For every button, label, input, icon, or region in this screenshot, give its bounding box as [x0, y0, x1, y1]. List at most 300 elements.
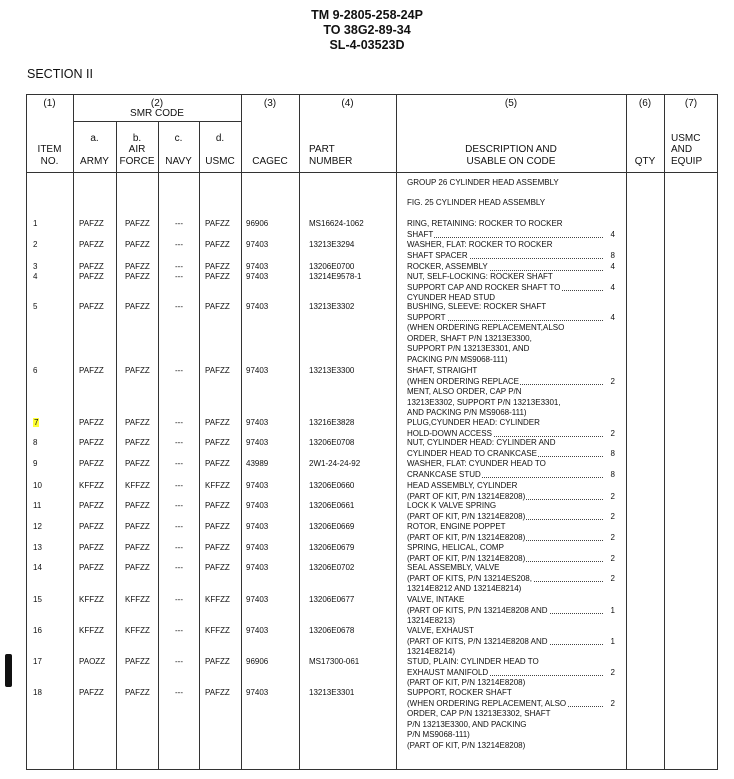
item-no-value: 1 — [33, 219, 38, 228]
col-a-label: a. — [90, 133, 99, 144]
smr-usmc: PAFZZ — [205, 272, 230, 281]
part-number: 13213E3302 — [309, 302, 355, 311]
smr-airforce: PAFZZ — [125, 688, 150, 697]
qty-value: 8 — [610, 250, 615, 260]
item-no-value: 15 — [33, 595, 42, 604]
description-text: BUSHING, SLEEVE: ROCKER SHAFT — [407, 302, 547, 311]
smr-navy: --- — [175, 366, 183, 375]
smr-usmc: KFFZZ — [205, 626, 230, 635]
part-number: 13206E0708 — [309, 438, 355, 447]
description-text: NUT, CYLINDER HEAD: CYLINDER AND — [407, 438, 556, 447]
description-line — [407, 408, 615, 419]
section-title: SECTION II — [27, 67, 93, 81]
part-number: 13213E3294 — [309, 240, 355, 249]
qty-value: 1 — [610, 636, 615, 646]
description-line — [407, 616, 615, 627]
part-number: 13216E3828 — [309, 418, 355, 427]
description — [407, 688, 615, 751]
description-text: (PART OF KITS, P/N 13214E8208 AND — [407, 636, 548, 646]
description-text: 13214E8214) — [407, 647, 456, 656]
qty-value: 4 — [610, 262, 615, 271]
description-text: SHAFT SPACER — [407, 250, 468, 260]
item-no-value: 8 — [33, 438, 38, 447]
description-text: (WHEN ORDERING REPLACE — [407, 376, 520, 386]
col-divider — [241, 94, 242, 770]
smr-usmc: PAFZZ — [205, 240, 230, 249]
description — [407, 481, 615, 502]
description-line — [407, 355, 615, 366]
qty-value: 2 — [610, 428, 615, 438]
col-part-label: PART — [309, 144, 335, 155]
item-no-value: 18 — [33, 688, 42, 697]
smr-usmc: PAFZZ — [205, 563, 230, 572]
description-text: P/N MS9068-111) — [407, 730, 470, 739]
qty-value: 4 — [610, 282, 615, 292]
description-line — [407, 459, 615, 470]
smr-airforce: PAFZZ — [125, 262, 150, 271]
description-line — [407, 251, 615, 262]
col-part-label: NUMBER — [309, 155, 353, 167]
description-line — [407, 688, 615, 699]
qty-value: 2 — [610, 376, 615, 386]
item-no — [33, 563, 42, 574]
description-text: PLUG,CYUNDER HEAD: CYLINDER — [407, 418, 540, 427]
smr-usmc: KFFZZ — [205, 595, 230, 604]
col-army-label: ARMY — [80, 155, 109, 167]
description-line — [407, 606, 615, 617]
description-text: SUPPORT CAP AND ROCKER SHAFT TO — [407, 282, 561, 292]
description-line — [407, 302, 615, 313]
smr-army: PAFZZ — [79, 418, 104, 427]
qty-value: 2 — [610, 491, 615, 501]
col-num-3: (3) — [263, 98, 277, 109]
part-number: 13206E0679 — [309, 543, 355, 552]
col-c-label: c. — [174, 133, 183, 144]
description — [407, 418, 615, 439]
col-cagec-label: CAGEC — [252, 155, 288, 167]
description-text: SUPPORT — [407, 312, 446, 322]
description — [407, 366, 615, 419]
smr-subheader-rule — [73, 121, 241, 122]
col-b-label: b. — [132, 133, 142, 144]
description-line — [407, 512, 615, 523]
description-text: LOCK K VALVE SPRING — [407, 501, 497, 510]
description-text: RING, RETAINING: ROCKER TO ROCKER — [407, 219, 563, 228]
col-equip-label: USMC — [671, 132, 701, 144]
description-text: PACKING P/N MS9068-111) — [407, 354, 508, 364]
description-line — [407, 584, 615, 595]
description — [407, 240, 615, 261]
item-no-value: 2 — [33, 240, 38, 249]
description-line — [407, 668, 615, 679]
col-desc-label: USABLE ON CODE — [466, 155, 556, 167]
description-line — [407, 240, 615, 251]
col-item-label: NO. — [40, 155, 59, 167]
smr-army: PAFZZ — [79, 459, 104, 468]
description-text: STUD, PLAIN: CYLINDER HEAD TO — [407, 657, 539, 666]
cagec: 97403 — [246, 501, 269, 510]
smr-airforce: PAFZZ — [125, 418, 150, 427]
doc-header-line2: TO 38G2-89-34 — [323, 23, 411, 37]
smr-army: PAFZZ — [79, 219, 104, 228]
item-no-value: 6 — [33, 366, 38, 375]
cagec: 97403 — [246, 522, 269, 531]
item-no — [33, 219, 37, 230]
description-line — [407, 262, 615, 273]
col-equip-label: AND — [671, 144, 693, 155]
smr-army: PAFZZ — [79, 240, 104, 249]
description-text: HEAD ASSEMBLY, CYLINDER — [407, 481, 518, 490]
col-equip-label: EQUIP — [671, 155, 703, 167]
description-line — [407, 501, 615, 512]
description-text: SPRING, HELICAL, COMP — [407, 543, 504, 552]
qty-value: 1 — [610, 605, 615, 615]
description-line — [407, 418, 615, 429]
smr-airforce: PAFZZ — [125, 543, 150, 552]
description-text: ORDER, CAP P/N 13213E3302, SHAFT — [407, 709, 551, 718]
description-text: CYLINDER HEAD TO CRANKCASE — [407, 448, 537, 458]
smr-airforce: PAFZZ — [125, 438, 150, 447]
smr-army: PAFZZ — [79, 543, 104, 552]
qty-value: 2 — [610, 573, 615, 583]
description-text: SHAFT, STRAIGHT — [407, 366, 478, 375]
cagec: 97403 — [246, 240, 269, 249]
description-text: SUPPORT, ROCKER SHAFT — [407, 688, 512, 697]
description-line — [407, 398, 615, 409]
col-desc-label: DESCRIPTION AND — [465, 144, 557, 155]
part-number: MS16624-1062 — [309, 219, 364, 228]
smr-army: PAOZZ — [79, 657, 106, 666]
item-no-value: 4 — [33, 272, 38, 281]
description-text: CYUNDER HEAD STUD — [407, 293, 496, 302]
smr-airforce: PAFZZ — [125, 366, 150, 375]
smr-navy: --- — [175, 262, 183, 271]
cagec: 97403 — [246, 438, 269, 447]
part-number: 13206E0669 — [309, 522, 355, 531]
description-line — [407, 637, 615, 648]
item-no-value: 14 — [33, 563, 42, 572]
qty-value: 2 — [610, 532, 615, 542]
smr-navy: --- — [175, 543, 183, 552]
description-text: SEAL ASSEMBLY, VALVE — [407, 563, 500, 572]
item-no — [33, 481, 42, 492]
description-text: (PART OF KIT, P/N 13214E8208) — [407, 740, 526, 750]
description-text: AND PACKING P/N MS9068-111) — [407, 408, 527, 417]
qty-value: 2 — [610, 511, 615, 521]
smr-airforce: PAFZZ — [125, 563, 150, 572]
smr-navy: --- — [175, 626, 183, 635]
doc-header-line3: SL-4-03523D — [329, 38, 405, 52]
smr-army: PAFZZ — [79, 272, 104, 281]
smr-navy: --- — [175, 657, 183, 666]
item-no-value: 7 — [34, 418, 39, 427]
description-line — [407, 377, 615, 388]
smr-army: KFFZZ — [79, 626, 104, 635]
col-num-5: (5) — [504, 98, 518, 109]
smr-army: KFFZZ — [79, 595, 104, 604]
description-text: EXHAUST MANIFOLD — [407, 667, 489, 677]
description-text: HOLD-DOWN ACCESS — [407, 428, 492, 438]
item-no — [33, 688, 42, 699]
description-line — [407, 574, 615, 585]
description-text: (PART OF KIT, P/N 13214E8208) — [407, 511, 526, 521]
qty-value: 2 — [610, 553, 615, 563]
item-no-value: 10 — [33, 481, 42, 490]
smr-usmc: PAFZZ — [205, 302, 230, 311]
smr-army: PAFZZ — [79, 366, 104, 375]
description-text: (PART OF KIT, P/N 13214E8208) — [407, 678, 526, 687]
description — [407, 626, 615, 658]
description-line — [407, 334, 615, 345]
smr-navy: --- — [175, 302, 183, 311]
smr-airforce: KFFZZ — [125, 595, 150, 604]
col-divider — [299, 94, 300, 770]
qty-value: 4 — [610, 312, 615, 322]
cagec: 97403 — [246, 366, 269, 375]
cagec: 96906 — [246, 219, 269, 228]
smr-navy: --- — [175, 240, 183, 249]
smr-airforce: PAFZZ — [125, 302, 150, 311]
smr-usmc: PAFZZ — [205, 262, 230, 271]
description-line — [407, 709, 615, 720]
smr-navy: --- — [175, 272, 183, 281]
part-number: 13206E0677 — [309, 595, 355, 604]
description-line — [407, 313, 615, 324]
item-no-value: 5 — [33, 302, 38, 311]
item-no — [33, 543, 42, 554]
col-divider — [158, 121, 159, 770]
description — [407, 219, 615, 240]
col-airforce-label: AIR — [128, 144, 146, 155]
col-item-label: ITEM — [37, 144, 62, 155]
item-no-value: 13 — [33, 543, 42, 552]
smr-usmc: PAFZZ — [205, 219, 230, 228]
description-line — [407, 647, 615, 658]
description-line — [407, 699, 615, 710]
smr-army: PAFZZ — [79, 262, 104, 271]
item-no-value: 12 — [33, 522, 42, 531]
cagec: 97403 — [246, 302, 269, 311]
part-number: 13206E0661 — [309, 501, 355, 510]
description-text: MENT, ALSO ORDER, CAP P/N — [407, 387, 522, 396]
col-num-1: (1) — [43, 98, 56, 109]
description-line — [407, 219, 615, 230]
smr-usmc: PAFZZ — [205, 688, 230, 697]
description-line — [407, 595, 615, 606]
description-text: P/N 13213E3300, AND PACKING — [407, 719, 527, 729]
description-text: SUPPORT P/N 13213E3301, AND — [407, 344, 530, 353]
col-usmc-label: USMC — [205, 155, 235, 167]
qty-value: 2 — [610, 698, 615, 708]
item-no — [33, 459, 37, 470]
description-line — [407, 470, 615, 481]
description — [407, 595, 615, 627]
description-line — [407, 366, 615, 377]
item-no — [33, 522, 42, 533]
smr-navy: --- — [175, 438, 183, 447]
description-line — [407, 283, 615, 294]
description — [407, 262, 615, 273]
description — [407, 543, 615, 564]
description-line — [407, 626, 615, 637]
qty-value: 4 — [610, 229, 615, 239]
description-text: 13214E8212 AND 13214E8214) — [407, 584, 522, 593]
cagec: 97403 — [246, 272, 269, 281]
description — [407, 563, 615, 595]
cagec: 97403 — [246, 543, 269, 552]
col-d-label: d. — [215, 133, 225, 144]
part-number: 2W1-24-24-92 — [309, 459, 361, 468]
description-text: (PART OF KIT, P/N 13214E8208) — [407, 491, 526, 501]
description-line — [407, 678, 615, 689]
description-line — [407, 522, 615, 533]
smr-navy: --- — [175, 563, 183, 572]
col-smr-code: SMR CODE — [130, 108, 184, 119]
part-number: 13206E0700 — [309, 262, 355, 271]
description-line — [407, 344, 615, 355]
col-divider — [396, 94, 397, 770]
description-text: (PART OF KIT, P/N 13214E8208) — [407, 532, 526, 542]
smr-airforce: PAFZZ — [125, 240, 150, 249]
col-navy-label: NAVY — [165, 155, 192, 167]
smr-airforce: PAFZZ — [125, 501, 150, 510]
smr-army: PAFZZ — [79, 302, 104, 311]
smr-usmc: PAFZZ — [205, 366, 230, 375]
item-no — [33, 272, 37, 283]
smr-army: PAFZZ — [79, 438, 104, 447]
smr-airforce: PAFZZ — [125, 272, 150, 281]
col-divider — [116, 121, 117, 770]
col-qty-label: QTY — [634, 155, 656, 167]
item-no — [33, 626, 42, 637]
col-divider — [199, 121, 200, 770]
group-title: GROUP 26 CYLINDER HEAD ASSEMBLY — [407, 178, 559, 187]
smr-navy: --- — [175, 459, 183, 468]
col-divider — [626, 94, 627, 770]
smr-army: PAFZZ — [79, 563, 104, 572]
smr-usmc: PAFZZ — [205, 657, 230, 666]
description-text: WASHER, FLAT: ROCKER TO ROCKER — [407, 240, 553, 249]
col-airforce-label: FORCE — [119, 155, 155, 167]
description-line — [407, 272, 615, 283]
description — [407, 272, 615, 304]
margin-marker — [5, 654, 12, 687]
item-no — [33, 262, 37, 273]
description-text: CRANKCASE STUD — [407, 469, 481, 479]
description-text: (WHEN ORDERING REPLACEMENT,ALSO — [407, 323, 565, 332]
smr-airforce: PAFZZ — [125, 459, 150, 468]
part-number: 13206E0660 — [309, 481, 355, 490]
description-text: VALVE, EXHAUST — [407, 626, 474, 635]
description-text: 13214E8213) — [407, 616, 456, 625]
smr-airforce: PAFZZ — [125, 219, 150, 228]
col-num-4: (4) — [341, 98, 354, 109]
cagec: 97403 — [246, 626, 269, 635]
description-text: ROTOR, ENGINE POPPET — [407, 522, 506, 531]
item-no — [33, 438, 37, 449]
description-text: WASHER, FLAT: CYUNDER HEAD TO — [407, 459, 546, 468]
description-text: (PART OF KITS, P/N 13214ES208, — [407, 573, 532, 583]
description-line — [407, 563, 615, 574]
col-num-2: (2) — [150, 98, 164, 109]
part-number: 13206E0702 — [309, 563, 355, 572]
description-line — [407, 730, 615, 741]
item-no — [33, 302, 37, 313]
description-line — [407, 230, 615, 241]
description-line — [407, 657, 615, 668]
col-num-6: (6) — [638, 98, 652, 109]
description-line — [407, 481, 615, 492]
smr-navy: --- — [175, 595, 183, 604]
smr-navy: --- — [175, 688, 183, 697]
cagec: 97403 — [246, 481, 269, 490]
smr-airforce: PAFZZ — [125, 657, 150, 666]
smr-army: PAFZZ — [79, 688, 104, 697]
cagec: 97403 — [246, 688, 269, 697]
qty-value: 8 — [610, 448, 615, 458]
smr-navy: --- — [175, 501, 183, 510]
header-bottom-rule — [26, 172, 718, 173]
description-text: VALVE, INTAKE — [407, 595, 465, 604]
description — [407, 657, 615, 689]
cagec: 97403 — [246, 563, 269, 572]
description-line — [407, 533, 615, 544]
description-line — [407, 438, 615, 449]
description-line — [407, 741, 615, 752]
smr-navy: --- — [175, 481, 183, 490]
smr-army: KFFZZ — [79, 481, 104, 490]
item-no — [33, 240, 37, 251]
smr-usmc: PAFZZ — [205, 459, 230, 468]
item-no — [33, 595, 42, 606]
item-no-value: 16 — [33, 626, 42, 635]
description-text: ORDER, SHAFT P/N 13213E3300, — [407, 333, 532, 343]
item-no-value: 17 — [33, 657, 42, 666]
description-line — [407, 720, 615, 731]
smr-navy: --- — [175, 219, 183, 228]
doc-header-line1: TM 9-2805-258-24P — [311, 8, 423, 22]
smr-navy: --- — [175, 522, 183, 531]
qty-value: 2 — [610, 667, 615, 677]
description-text: SHAFT — [407, 229, 434, 239]
description-text: 13213E3302, SUPPORT P/N 13213E3301, — [407, 397, 561, 407]
item-no — [33, 418, 39, 429]
item-no-value: 9 — [33, 459, 38, 468]
description-text: (PART OF KITS, P/N 13214E8208 AND — [407, 605, 548, 615]
qty-value: 8 — [610, 469, 615, 479]
cagec: 97403 — [246, 262, 269, 271]
col-divider — [664, 94, 665, 770]
item-no — [33, 501, 41, 512]
smr-airforce: PAFZZ — [125, 522, 150, 531]
part-number: 13213E3301 — [309, 688, 355, 697]
smr-navy: --- — [175, 418, 183, 427]
figure-title: FIG. 25 CYLINDER HEAD ASSEMBLY — [407, 198, 546, 207]
cagec: 97403 — [246, 418, 269, 427]
item-no-value: 3 — [33, 262, 38, 271]
description-text: (PART OF KIT, P/N 13214E8208) — [407, 553, 526, 563]
smr-army: PAFZZ — [79, 522, 104, 531]
smr-airforce: KFFZZ — [125, 481, 150, 490]
description-line — [407, 387, 615, 398]
col-num-7: (7) — [684, 98, 698, 109]
col-divider — [73, 94, 74, 770]
smr-usmc: KFFZZ — [205, 481, 230, 490]
part-number: 13206E0678 — [309, 626, 355, 635]
description — [407, 522, 615, 543]
description — [407, 438, 615, 459]
item-no-value: 11 — [33, 501, 42, 510]
